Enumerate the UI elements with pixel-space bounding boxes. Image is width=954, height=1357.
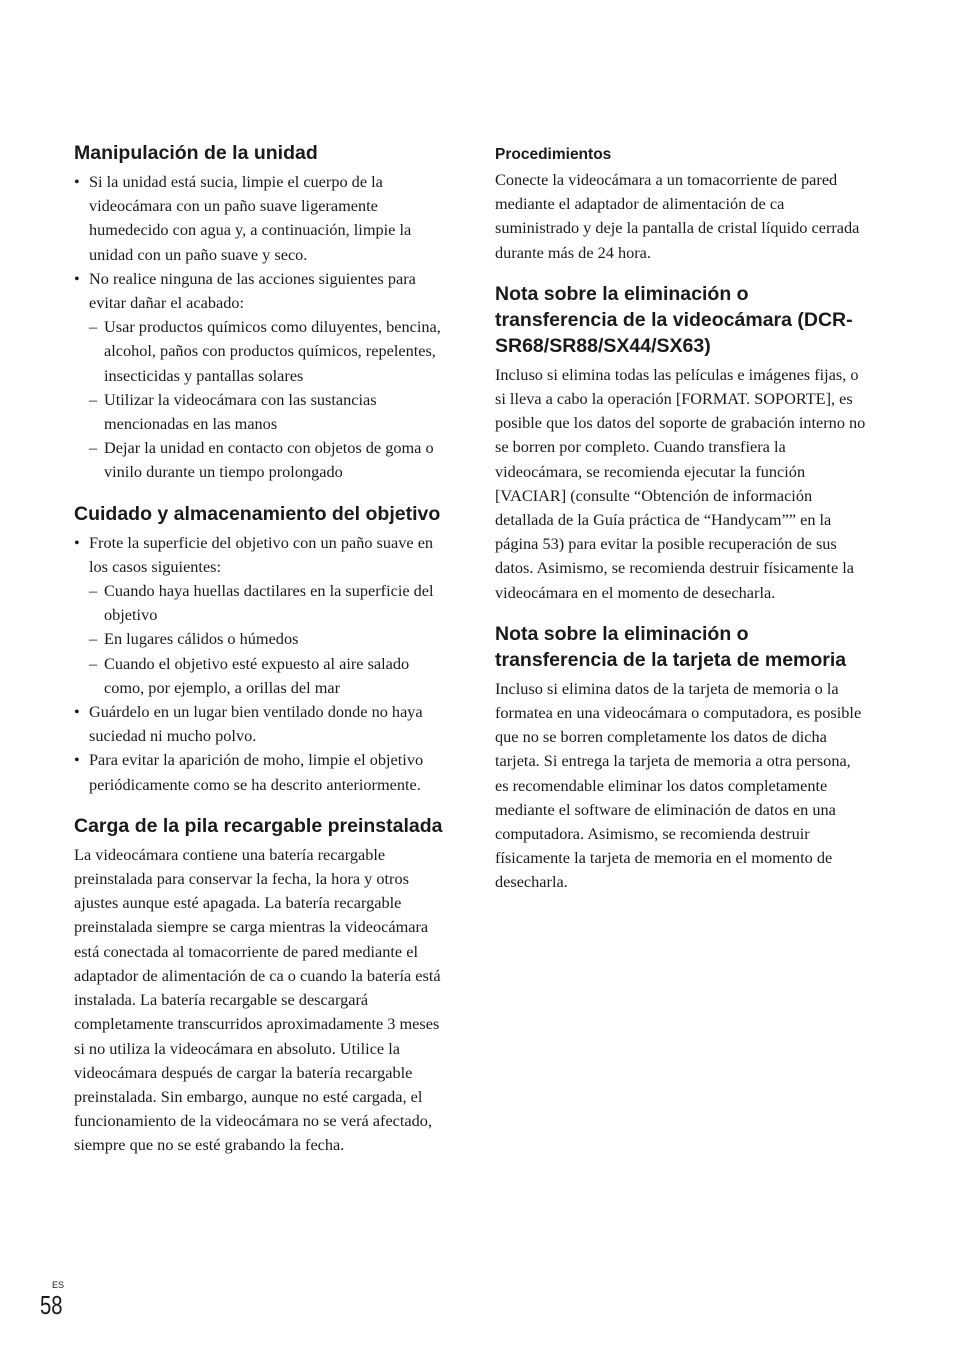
section-camera-disposal	[495, 281, 867, 605]
section-card-disposal	[495, 621, 867, 895]
list-item-text: Cuando el objetivo esté expuesto al aire salado como, por ejemplo, a orillas del mar	[104, 653, 410, 697]
list-item-text: Si la unidad está sucia, limpie el cuerpo de la videocámara con un paño suave ligeramente humedecido con agua y, a continuación, limpie la unidad con un paño suave y seco.	[89, 172, 412, 264]
list-item	[74, 531, 446, 700]
section-lens-care	[74, 501, 446, 797]
dash-mark: –	[89, 653, 98, 673]
paragraph: La videocámara contiene una batería recargable preinstalada para conservar la fecha, la hora y otros ajustes aunque esté apagada. La batería recargable preinstalada siempre se carga mientras la videocámara está conectada al tomacorriente de pared mediante el adaptador de alimentación de ca o cuando la batería está instalada. La batería recargable se descargará completamente transcurridos aproximadamente 3 meses si no utiliza la videocámara en absoluto. Utilice la videocámara después de cargar la batería recargable preinstalada. Sin embargo, aunque no esté cargada, el funcionamiento de la videocámara no se verá afectado, siempre que no se esté grabando la fecha.	[74, 844, 441, 1155]
section-heading: Nota sobre la eliminación o transferencia de la videocámara (DCR-SR68/SR88/SX44/SX63)	[495, 282, 853, 357]
section-heading: Cuidado y almacenamiento del objetivo	[74, 502, 441, 525]
list-item-text: Frote la superficie del objetivo con un paño suave en los casos siguientes:	[89, 532, 434, 576]
list-item-text: No realice ninguna de las acciones siguientes para evitar dañar el acabado:	[89, 268, 416, 313]
list-item	[74, 700, 446, 748]
list-item	[74, 267, 446, 485]
section-battery-charge	[74, 813, 446, 1158]
bullet-mark: •	[74, 268, 80, 288]
list-item	[89, 627, 446, 651]
list-item	[74, 748, 446, 796]
bullet-mark: •	[74, 172, 80, 191]
language-label: ES	[52, 1280, 65, 1290]
section-procedures	[495, 144, 867, 265]
bullet-mark: •	[74, 702, 80, 722]
page-number: 58	[40, 1290, 63, 1320]
list-item	[89, 315, 446, 388]
list-item-text: Para evitar la aparición de moho, limpie el objetivo periódicamente como se ha descrito anteriormente.	[89, 750, 424, 794]
dash-mark: –	[89, 438, 98, 458]
dash-mark: –	[89, 389, 98, 409]
right-column	[495, 140, 867, 911]
paragraph: Incluso si elimina todas las películas e imágenes fijas, o si lleva a cabo la operación [FORMAT. SOPORTE], es posible que los datos del soporte de grabación interno no se borren por completo. Cuando transfiera la videocámara, se recomienda ejecutar la función [VACIAR] (consulte “Obtención de información detallada de la Guía práctica de “Handycam”” en la página 53) para evitar la posible recuperación de sus datos. Asimismo, se recomienda destruir físicamente la videocámara en el momento de desecharla.	[495, 364, 866, 602]
bullet-list	[74, 531, 446, 797]
list-item	[89, 388, 446, 436]
list-item-text: En lugares cálidos o húmedos	[104, 629, 299, 649]
bullet-mark: •	[74, 750, 80, 770]
section-heading: Manipulación de la unidad	[74, 142, 318, 164]
left-column	[74, 140, 446, 1174]
list-item-text: Guárdelo en un lugar bien ventilado donde no haya suciedad ni mucho polvo.	[89, 702, 423, 746]
list-item	[74, 170, 446, 267]
paragraph: Conecte la videocámara a un tomacorriente de pared mediante el adaptador de alimentación de ca suministrado y deje la pantalla de cristal líquido cerrada durante más de 24 hora.	[495, 170, 860, 262]
bullet-list	[74, 170, 446, 485]
list-item	[89, 579, 446, 627]
section-heading: Nota sobre la eliminación o transferencia de la tarjeta de memoria	[495, 622, 847, 671]
list-item-text: Cuando haya huellas dactilares en la superficie del objetivo	[104, 581, 434, 625]
bullet-mark: •	[74, 532, 80, 552]
dash-mark: –	[89, 581, 98, 601]
section-heading: Carga de la pila recargable preinstalada	[74, 814, 443, 837]
list-item	[89, 436, 446, 484]
list-item-text: Dejar la unidad en contacto con objetos de goma o vinilo durante un tiempo prolongado	[104, 438, 434, 482]
dash-list	[89, 315, 446, 484]
dash-mark: –	[89, 629, 98, 649]
page-footer	[40, 1280, 69, 1320]
section-handling	[74, 140, 446, 485]
dash-mark: –	[89, 317, 98, 337]
section-subheading: Procedimientos	[495, 146, 612, 163]
list-item-text: Utilizar la videocámara con las sustancias mencionadas en las manos	[104, 389, 377, 434]
dash-list	[89, 579, 446, 700]
list-item-text: Usar productos químicos como diluyentes, bencina, alcohol, paños con productos químicos, repelentes, insecticidas y pantallas solares	[104, 317, 441, 385]
paragraph: Incluso si elimina datos de la tarjeta de memoria o la formatea en una videocámara o computadora, es posible que no se borren completamente los datos de dicha tarjeta. Si entrega la tarjeta de memoria a otra persona, es recomendable eliminar los datos completamente mediante el software de eliminación de datos en una computadora. Asimismo, se recomienda destruir físicamente la tarjeta de memoria en el momento de desecharla.	[495, 678, 862, 892]
list-item	[89, 652, 446, 700]
